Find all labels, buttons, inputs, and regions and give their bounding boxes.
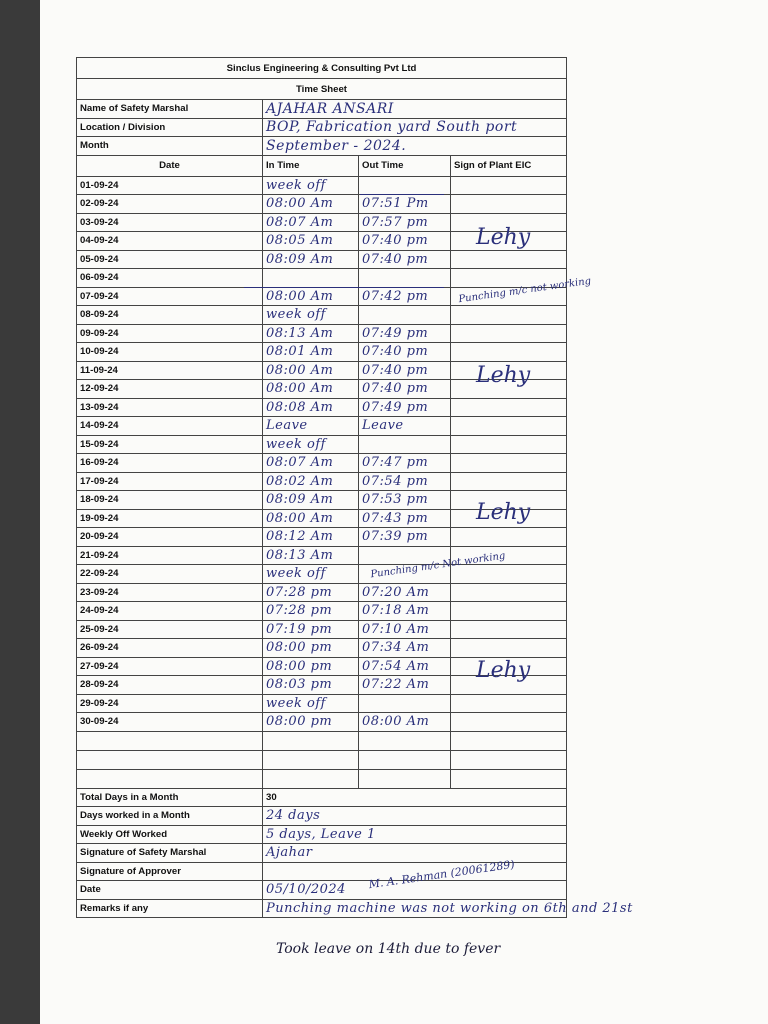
row-eic-sign — [451, 398, 567, 417]
row-date: 15-09-24 — [77, 435, 263, 454]
blank-row — [77, 750, 567, 769]
row-out-time — [359, 269, 451, 288]
row-date: 17-09-24 — [77, 472, 263, 491]
total-days-value: 30 — [263, 788, 567, 807]
signature-marshal-value: Ajahar — [263, 844, 567, 863]
row-in-time: 08:03 pm — [263, 676, 359, 695]
table-row — [77, 583, 567, 602]
row-date: 19-09-24 — [77, 509, 263, 528]
row-eic-sign — [451, 583, 567, 602]
row-in-time: 08:05 Am — [263, 232, 359, 251]
row-in-time: 08:00 Am — [263, 195, 359, 214]
row-eic-sign — [451, 343, 567, 362]
week-off-dash-01 — [360, 194, 444, 195]
table-row — [77, 195, 567, 214]
row-out-time — [359, 694, 451, 713]
row-in-time — [263, 269, 359, 288]
row-out-time: 07:40 pm — [359, 343, 451, 362]
sheet-date-label: Date — [77, 881, 263, 900]
location-label: Location / Division — [77, 118, 263, 137]
total-days-label: Total Days in a Month — [77, 788, 263, 807]
eic-signature-3: Lehy — [476, 500, 531, 525]
table-row — [77, 454, 567, 473]
weekly-off-value: 5 days, Leave 1 — [263, 825, 567, 844]
signature-marshal-row — [77, 844, 567, 863]
signature-marshal-label: Signature of Safety Marshal — [77, 844, 263, 863]
row-out-time: 07:54 Am — [359, 657, 451, 676]
row-eic-sign — [451, 713, 567, 732]
row-out-time — [359, 306, 451, 325]
blank-row — [77, 731, 567, 750]
row-out-time: 07:40 pm — [359, 380, 451, 399]
row-in-time: week off — [263, 694, 359, 713]
row-eic-sign — [451, 602, 567, 621]
row-out-time: 07:20 Am — [359, 583, 451, 602]
row-date: 05-09-24 — [77, 250, 263, 269]
approver-name: M. A. Rehman (20061289) — [367, 857, 516, 892]
month-value: September - 2024. — [263, 137, 567, 156]
row-in-time: Leave — [263, 417, 359, 436]
row-date: 29-09-24 — [77, 694, 263, 713]
remarks-line-2: Took leave on 14th due to fever — [276, 941, 501, 957]
row-eic-sign — [451, 565, 567, 584]
table-row — [77, 343, 567, 362]
remarks-row — [77, 899, 567, 918]
row-in-time: 08:13 Am — [263, 546, 359, 565]
total-days-row — [77, 788, 567, 807]
row-out-time: 07:22 Am — [359, 676, 451, 695]
row-out-time: 07:39 pm — [359, 528, 451, 547]
row-date: 12-09-24 — [77, 380, 263, 399]
row-eic-sign — [451, 435, 567, 454]
table-row — [77, 417, 567, 436]
signature-approver-label: Signature of Approver — [77, 862, 263, 881]
row-date: 23-09-24 — [77, 583, 263, 602]
row-date: 30-09-24 — [77, 713, 263, 732]
row-date: 26-09-24 — [77, 639, 263, 658]
table-row — [77, 269, 567, 288]
row-date: 18-09-24 — [77, 491, 263, 510]
row-date: 11-09-24 — [77, 361, 263, 380]
row-date: 10-09-24 — [77, 343, 263, 362]
days-worked-value: 24 days — [263, 807, 567, 826]
dash-06 — [244, 287, 444, 288]
row-date: 07-09-24 — [77, 287, 263, 306]
row-in-time: 07:19 pm — [263, 620, 359, 639]
col-sign-header: Sign of Plant EIC — [451, 155, 567, 176]
row-out-time: 07:10 Am — [359, 620, 451, 639]
timesheet-table — [76, 57, 633, 918]
row-date: 02-09-24 — [77, 195, 263, 214]
row-out-time: 07:49 pm — [359, 398, 451, 417]
col-date-header: Date — [77, 155, 263, 176]
row-eic-sign — [451, 528, 567, 547]
row-date: 14-09-24 — [77, 417, 263, 436]
row-date: 04-09-24 — [77, 232, 263, 251]
row-date: 20-09-24 — [77, 528, 263, 547]
sheet-date-row — [77, 881, 567, 900]
row-out-time: 07:54 pm — [359, 472, 451, 491]
row-in-time: 08:07 Am — [263, 454, 359, 473]
row-out-time — [359, 435, 451, 454]
row-in-time: 08:00 pm — [263, 639, 359, 658]
weekly-off-row — [77, 825, 567, 844]
days-worked-label: Days worked in a Month — [77, 807, 263, 826]
row-date: 27-09-24 — [77, 657, 263, 676]
row-out-time: 07:18 Am — [359, 602, 451, 621]
eic-signature-4: Lehy — [476, 658, 531, 683]
row-in-time: 08:00 Am — [263, 361, 359, 380]
row-out-time: Leave — [359, 417, 451, 436]
row-in-time: 08:13 Am — [263, 324, 359, 343]
blank-row — [77, 769, 567, 788]
row-out-time: 07:53 pm — [359, 491, 451, 510]
row-in-time: 08:00 Am — [263, 380, 359, 399]
row-in-time: 08:00 Am — [263, 287, 359, 306]
row-in-time: 07:28 pm — [263, 583, 359, 602]
table-row — [77, 306, 567, 325]
days-worked-row — [77, 807, 567, 826]
row-date: 03-09-24 — [77, 213, 263, 232]
row-in-time: week off — [263, 565, 359, 584]
row-date: 13-09-24 — [77, 398, 263, 417]
row-in-time: 08:02 Am — [263, 472, 359, 491]
table-row — [77, 528, 567, 547]
table-row — [77, 694, 567, 713]
row-in-time: week off — [263, 306, 359, 325]
row-in-time: 08:07 Am — [263, 213, 359, 232]
row-in-time: 08:09 Am — [263, 250, 359, 269]
row-date: 08-09-24 — [77, 306, 263, 325]
row-out-time: 07:49 pm — [359, 324, 451, 343]
row-date: 01-09-24 — [77, 176, 263, 195]
remarks-label: Remarks if any — [77, 899, 263, 918]
table-row — [77, 324, 567, 343]
row-eic-sign — [451, 250, 567, 269]
table-row — [77, 639, 567, 658]
weekly-off-label: Weekly Off Worked — [77, 825, 263, 844]
eic-signature-1: Lehy — [476, 225, 531, 250]
table-row — [77, 472, 567, 491]
month-label: Month — [77, 137, 263, 156]
row-out-time: 07:42 pm — [359, 287, 451, 306]
row-date: 28-09-24 — [77, 676, 263, 695]
table-row — [77, 176, 567, 195]
name-label: Name of Safety Marshal — [77, 100, 263, 119]
row-eic-sign — [451, 195, 567, 214]
eic-signature-2: Lehy — [476, 363, 531, 388]
row-eic-sign — [451, 306, 567, 325]
row-out-time: 07:34 Am — [359, 639, 451, 658]
table-row — [77, 602, 567, 621]
row-date: 25-09-24 — [77, 620, 263, 639]
company-name: Sinclus Engineering & Consulting Pvt Ltd — [77, 58, 567, 79]
row-eic-sign — [451, 620, 567, 639]
sheet-date-value: 05/10/2024 — [263, 881, 567, 900]
row-out-time: 07:57 pm — [359, 213, 451, 232]
row-date: 24-09-24 — [77, 602, 263, 621]
sheet-title: Time Sheet — [77, 79, 567, 100]
row-in-time: 08:00 Am — [263, 509, 359, 528]
punching-note-2: Punching m/c Not working — [369, 550, 507, 581]
table-row — [77, 565, 567, 584]
row-eic-sign — [451, 324, 567, 343]
row-eic-sign — [451, 694, 567, 713]
row-eic-sign — [451, 472, 567, 491]
table-row — [77, 398, 567, 417]
row-in-time: 07:28 pm — [263, 602, 359, 621]
row-in-time: week off — [263, 176, 359, 195]
col-in-header: In Time — [263, 155, 359, 176]
punching-note-1: Punching m/c not working — [457, 275, 592, 306]
table-row — [77, 713, 567, 732]
location-value: BOP, Fabrication yard South port — [263, 118, 567, 137]
row-in-time: 08:01 Am — [263, 343, 359, 362]
row-out-time — [359, 176, 451, 195]
row-date: 16-09-24 — [77, 454, 263, 473]
row-in-time: 08:00 pm — [263, 713, 359, 732]
row-in-time: 08:08 Am — [263, 398, 359, 417]
row-eic-sign — [451, 454, 567, 473]
row-out-time: 07:51 Pm — [359, 195, 451, 214]
col-out-header: Out Time — [359, 155, 451, 176]
table-row — [77, 250, 567, 269]
row-eic-sign — [451, 176, 567, 195]
row-in-time: 08:09 Am — [263, 491, 359, 510]
remarks-value: Punching machine was not working on 6th and 21st — [263, 899, 567, 918]
row-in-time: 08:12 Am — [263, 528, 359, 547]
row-date: 21-09-24 — [77, 546, 263, 565]
row-date: 22-09-24 — [77, 565, 263, 584]
row-out-time: 07:40 pm — [359, 232, 451, 251]
row-eic-sign — [451, 417, 567, 436]
row-in-time: week off — [263, 435, 359, 454]
name-value: AJAHAR ANSARI — [263, 100, 567, 119]
row-date: 09-09-24 — [77, 324, 263, 343]
row-out-time: 08:00 Am — [359, 713, 451, 732]
table-row — [77, 435, 567, 454]
row-in-time: 08:00 pm — [263, 657, 359, 676]
row-eic-sign — [451, 639, 567, 658]
row-out-time: 07:40 pm — [359, 361, 451, 380]
row-out-time: 07:47 pm — [359, 454, 451, 473]
row-out-time: 07:40 pm — [359, 250, 451, 269]
table-row — [77, 620, 567, 639]
row-date: 06-09-24 — [77, 269, 263, 288]
row-out-time: 07:43 pm — [359, 509, 451, 528]
